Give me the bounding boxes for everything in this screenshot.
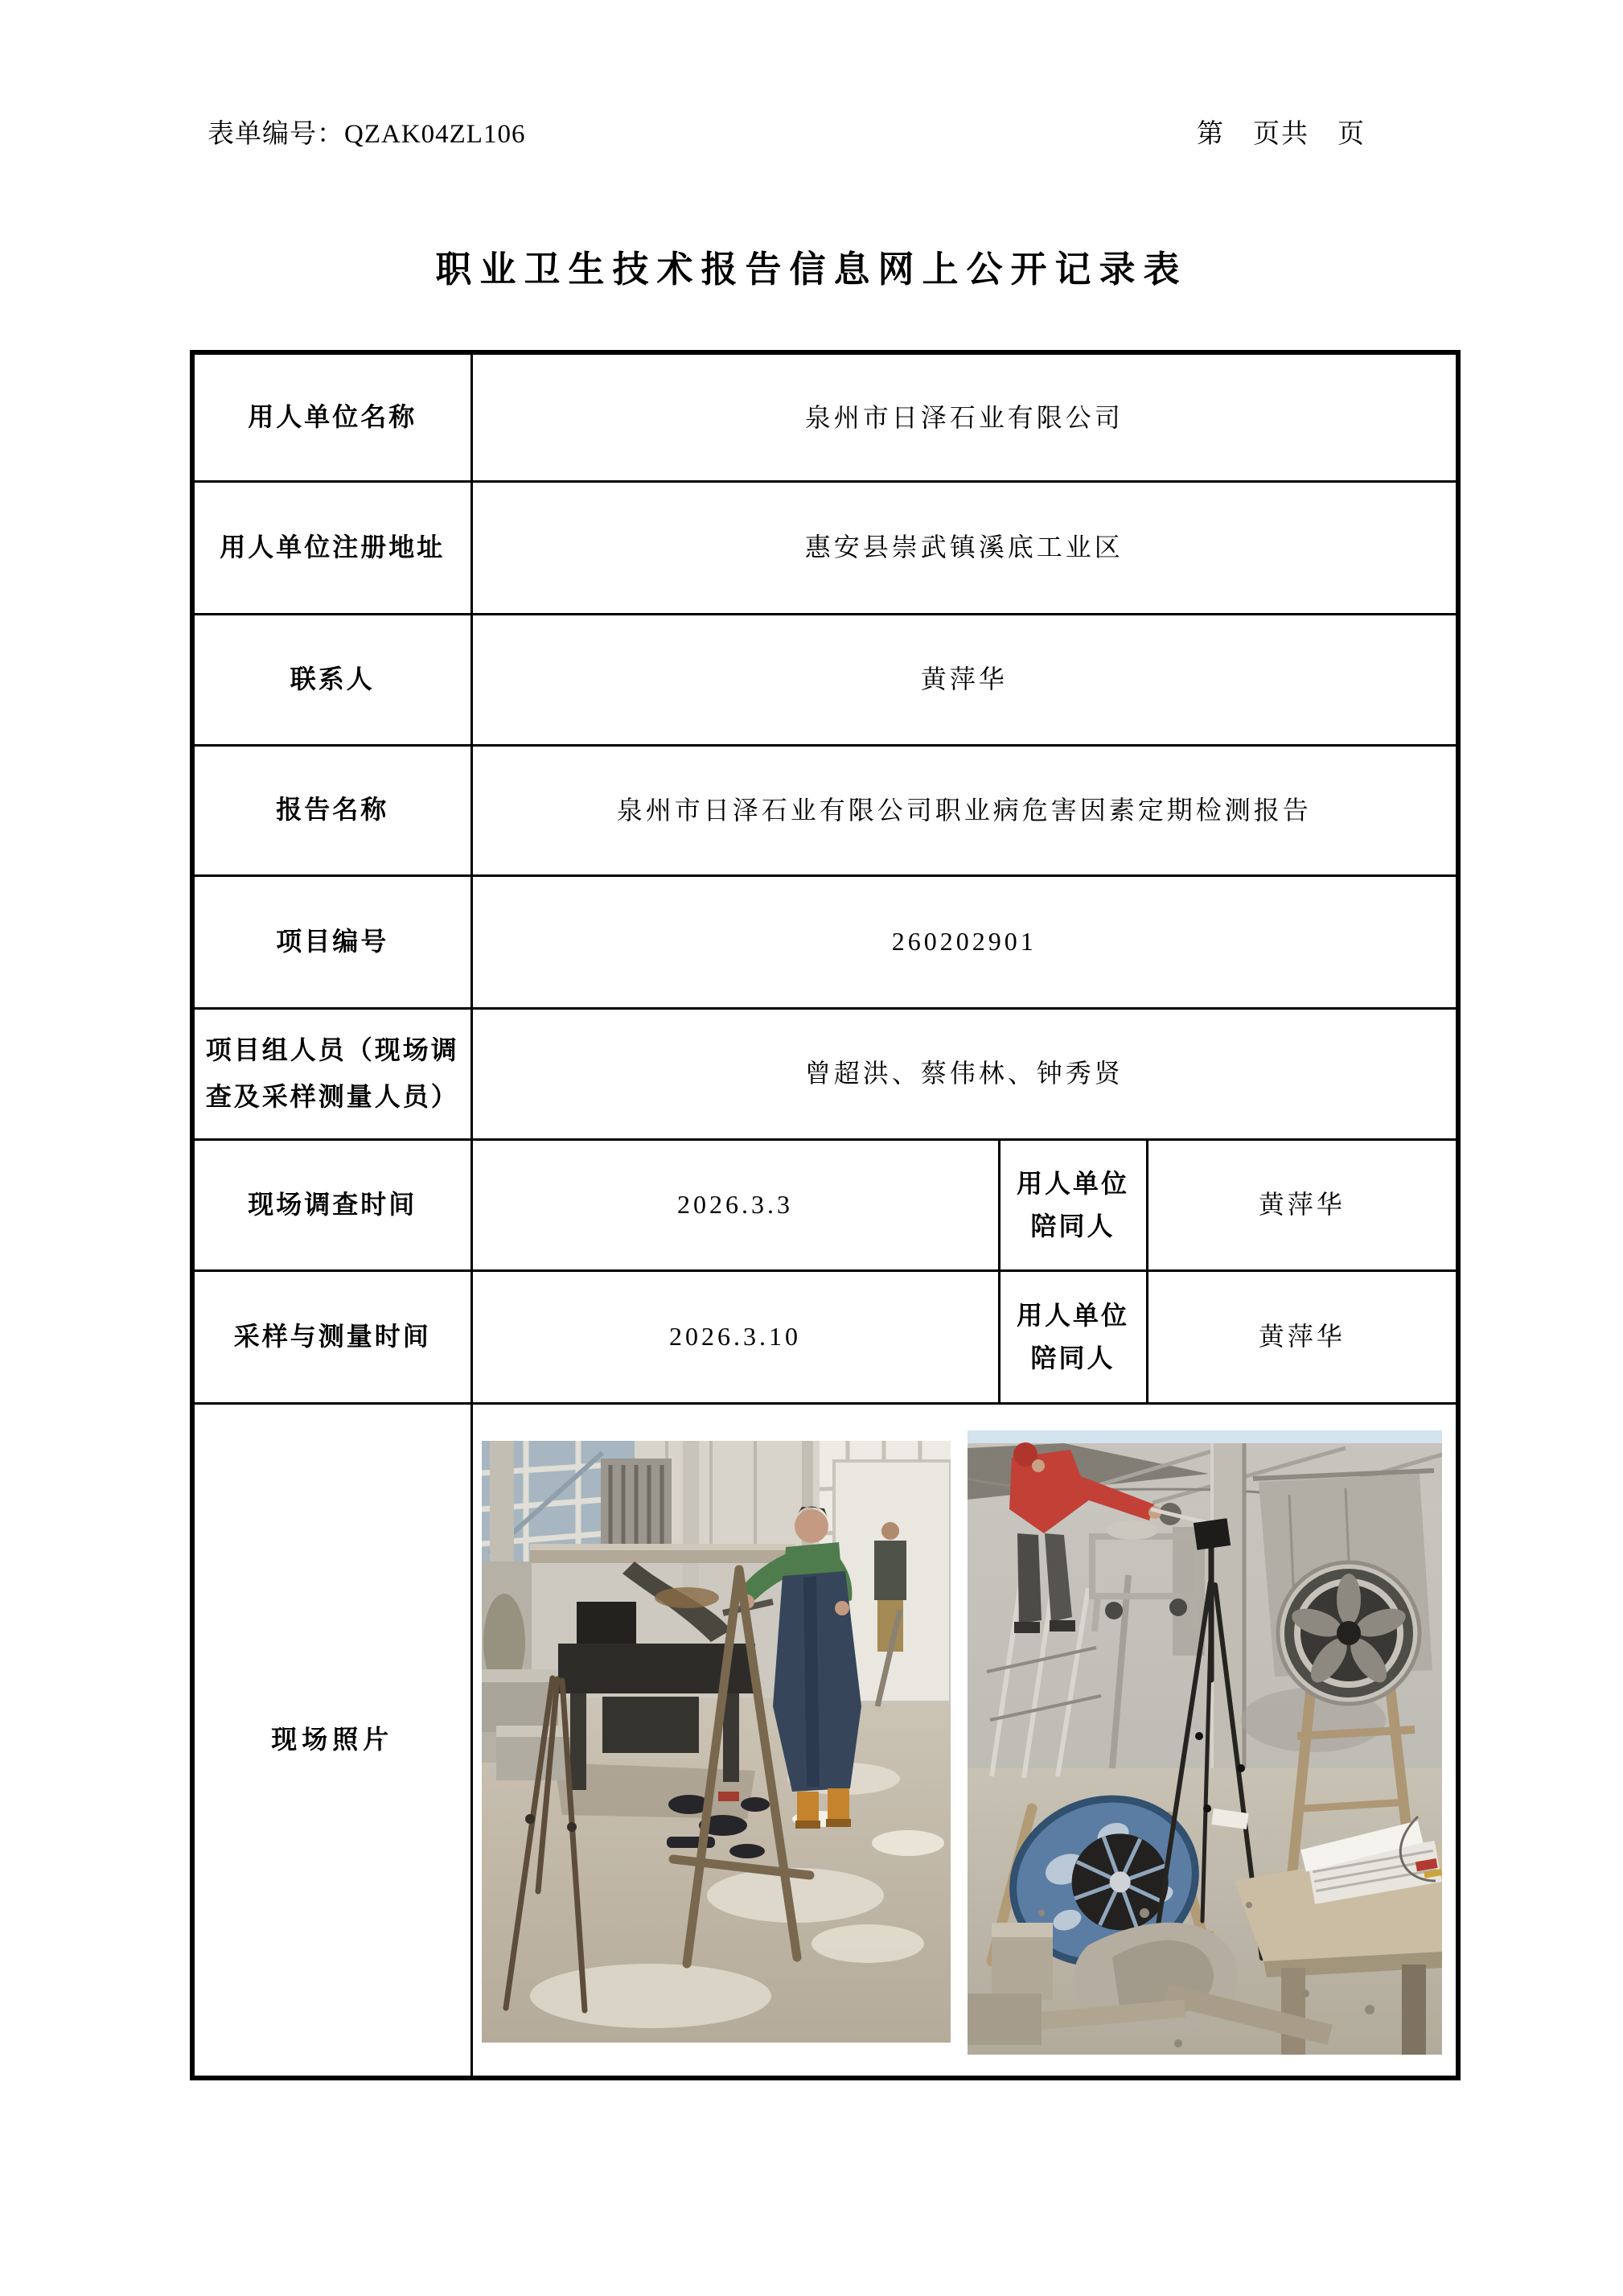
label-contact-person: 联系人 [192,614,471,745]
label-company-address: 用人单位注册地址 [192,481,471,614]
table-row [192,614,1458,745]
form-number: 表单编号：QZAK04ZL106 [207,120,526,149]
table-row [192,1139,1458,1270]
table-row [192,745,1458,875]
label-company-name: 用人单位名称 [192,352,471,481]
label-project-number: 项目编号 [192,875,471,1008]
site-photo-left [482,1441,951,2043]
page-title: 职业卫生技术报告信息网上公开记录表 [435,249,1188,290]
value-survey-date: 2026.3.3 [471,1139,999,1270]
stone-cutting-workshop-photo [482,1441,951,2043]
label-escort-2: 用人单位陪同人 [999,1270,1147,1403]
site-photos-cell [471,1403,1458,2078]
value-sampling-date: 2026.3.10 [471,1270,999,1403]
label-sampling-date: 采样与测量时间 [192,1270,471,1403]
value-company-name: 泉州市日泽石业有限公司 [471,352,1458,481]
value-contact-person: 黄萍华 [471,614,1458,745]
table-row [192,1270,1458,1403]
value-project-team: 曾超洪、蔡伟林、钟秀贤 [471,1008,1458,1139]
value-project-number: 260202901 [471,875,1458,1008]
value-escort-2: 黄萍华 [1147,1270,1458,1403]
table-row [192,1008,1458,1139]
label-escort-1: 用人单位陪同人 [999,1139,1147,1270]
table-row [192,1403,1458,2078]
label-project-team: 项目组人员（现场调查及采样测量人员） [192,1008,471,1139]
table-row [192,875,1458,1008]
value-report-name: 泉州市日泽石业有限公司职业病危害因素定期检测报告 [471,745,1458,875]
page-number: 第 页共 页 [1197,120,1366,149]
dusty-workshop-fans-photo [968,1430,1442,2055]
value-escort-1: 黄萍华 [1147,1139,1458,1270]
label-site-photos: 现场照片 [192,1403,471,2078]
label-survey-date: 现场调查时间 [192,1139,471,1270]
label-report-name: 报告名称 [192,745,471,875]
record-table [190,350,1461,2080]
site-photo-right [968,1430,1442,2055]
value-company-address: 惠安县崇武镇溪底工业区 [471,481,1458,614]
table-row [192,352,1458,481]
table-row [192,481,1458,614]
